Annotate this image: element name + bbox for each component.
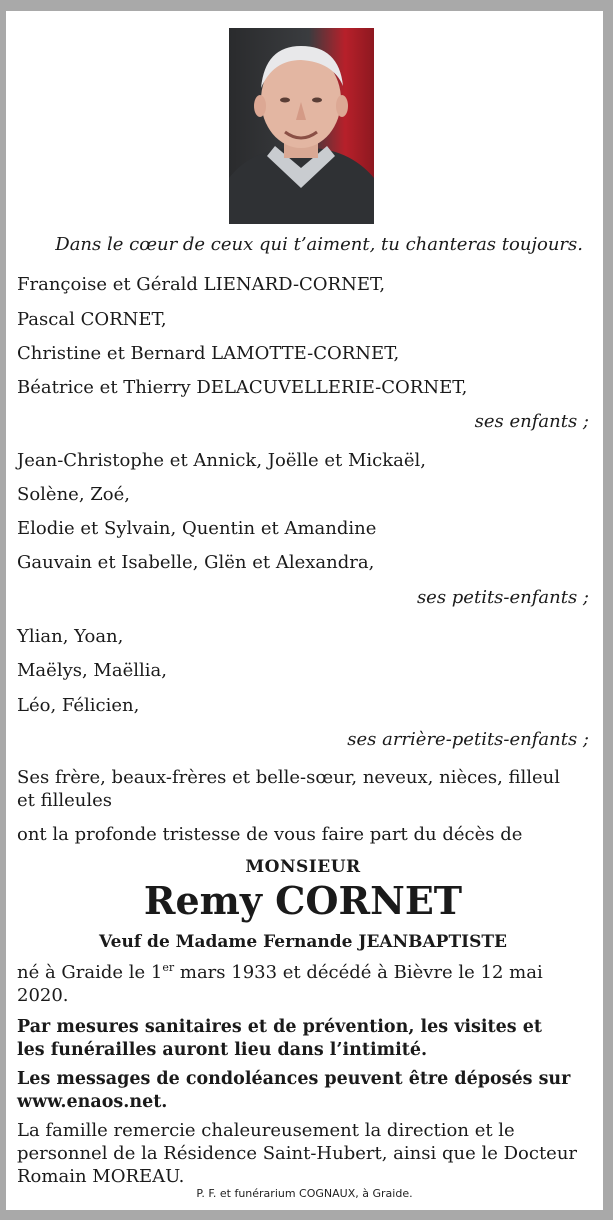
epigraph: Dans le cœur de ceux qui t’aiment, tu chanteras toujours. [55,234,583,255]
great-grandchildren-line-3: Léo, Félicien, [17,695,140,716]
portrait-photo [229,28,374,224]
obituary-card [6,11,603,1210]
widower-of: Veuf de Madame Fernande JEANBAPTISTE [99,932,507,952]
sanitary-notice: Par mesures sanitaires et de prévention, les visites et les funérailles auront lieu dans l’intimité. [17,1017,542,1060]
relatives-text: Ses frère, beaux-frères et belle-sœur, neveux, nièces, filleul et filleules [17,767,561,811]
funeral-home-credit: P. F. et funérarium COGNAUX, à Graide. [196,1187,413,1200]
honorific: MONSIEUR [245,857,361,877]
children-line-2: Pascal CORNET, [17,309,167,330]
birth-ordinal-sup: er [162,961,175,974]
children-line-3: Christine et Bernard LAMOTTE-CORNET, [17,343,400,364]
grandchildren-line-3: Elodie et Sylvain, Quentin et Amandine [17,518,377,539]
condolences-notice: Les messages de condoléances peuvent être déposés sur www.enaos.net. [17,1069,571,1112]
announcement-text: ont la profonde tristesse de vous faire part du décès de [17,824,523,845]
birth-death-text [17,961,543,1007]
children-line-4: Béatrice et Thierry DELACUVELLERIE-CORNET, [17,377,468,398]
thanks-text: La famille remercie chaleureusement la direction et le personnel de la Résidence Saint-Hubert, ainsi que le Docteur Romain MOREAU. [17,1120,578,1187]
children-label: ses enfants ; [474,411,589,432]
great-grandchildren-line-2: Maëlys, Maëllia, [17,660,167,681]
grandchildren-label: ses petits-enfants ; [416,587,589,608]
birth-text-pre: né à Graide le 1 [17,962,163,983]
grandchildren-line-4: Gauvain et Isabelle, Glën et Alexandra, [17,552,375,573]
birth-text-post: mars 1933 et décédé à Bièvre le 12 mai 2020. [17,962,543,1006]
great-grandchildren-line-1: Ylian, Yoan, [17,626,124,647]
deceased-name: Remy CORNET [143,878,463,923]
children-line-1: Françoise et Gérald LIENARD-CORNET, [17,274,386,295]
grandchildren-line-2: Solène, Zoé, [17,484,130,505]
great-grandchildren-label: ses arrière-petits-enfants ; [347,729,589,750]
grandchildren-line-1: Jean-Christophe et Annick, Joëlle et Mickaël, [17,450,427,471]
